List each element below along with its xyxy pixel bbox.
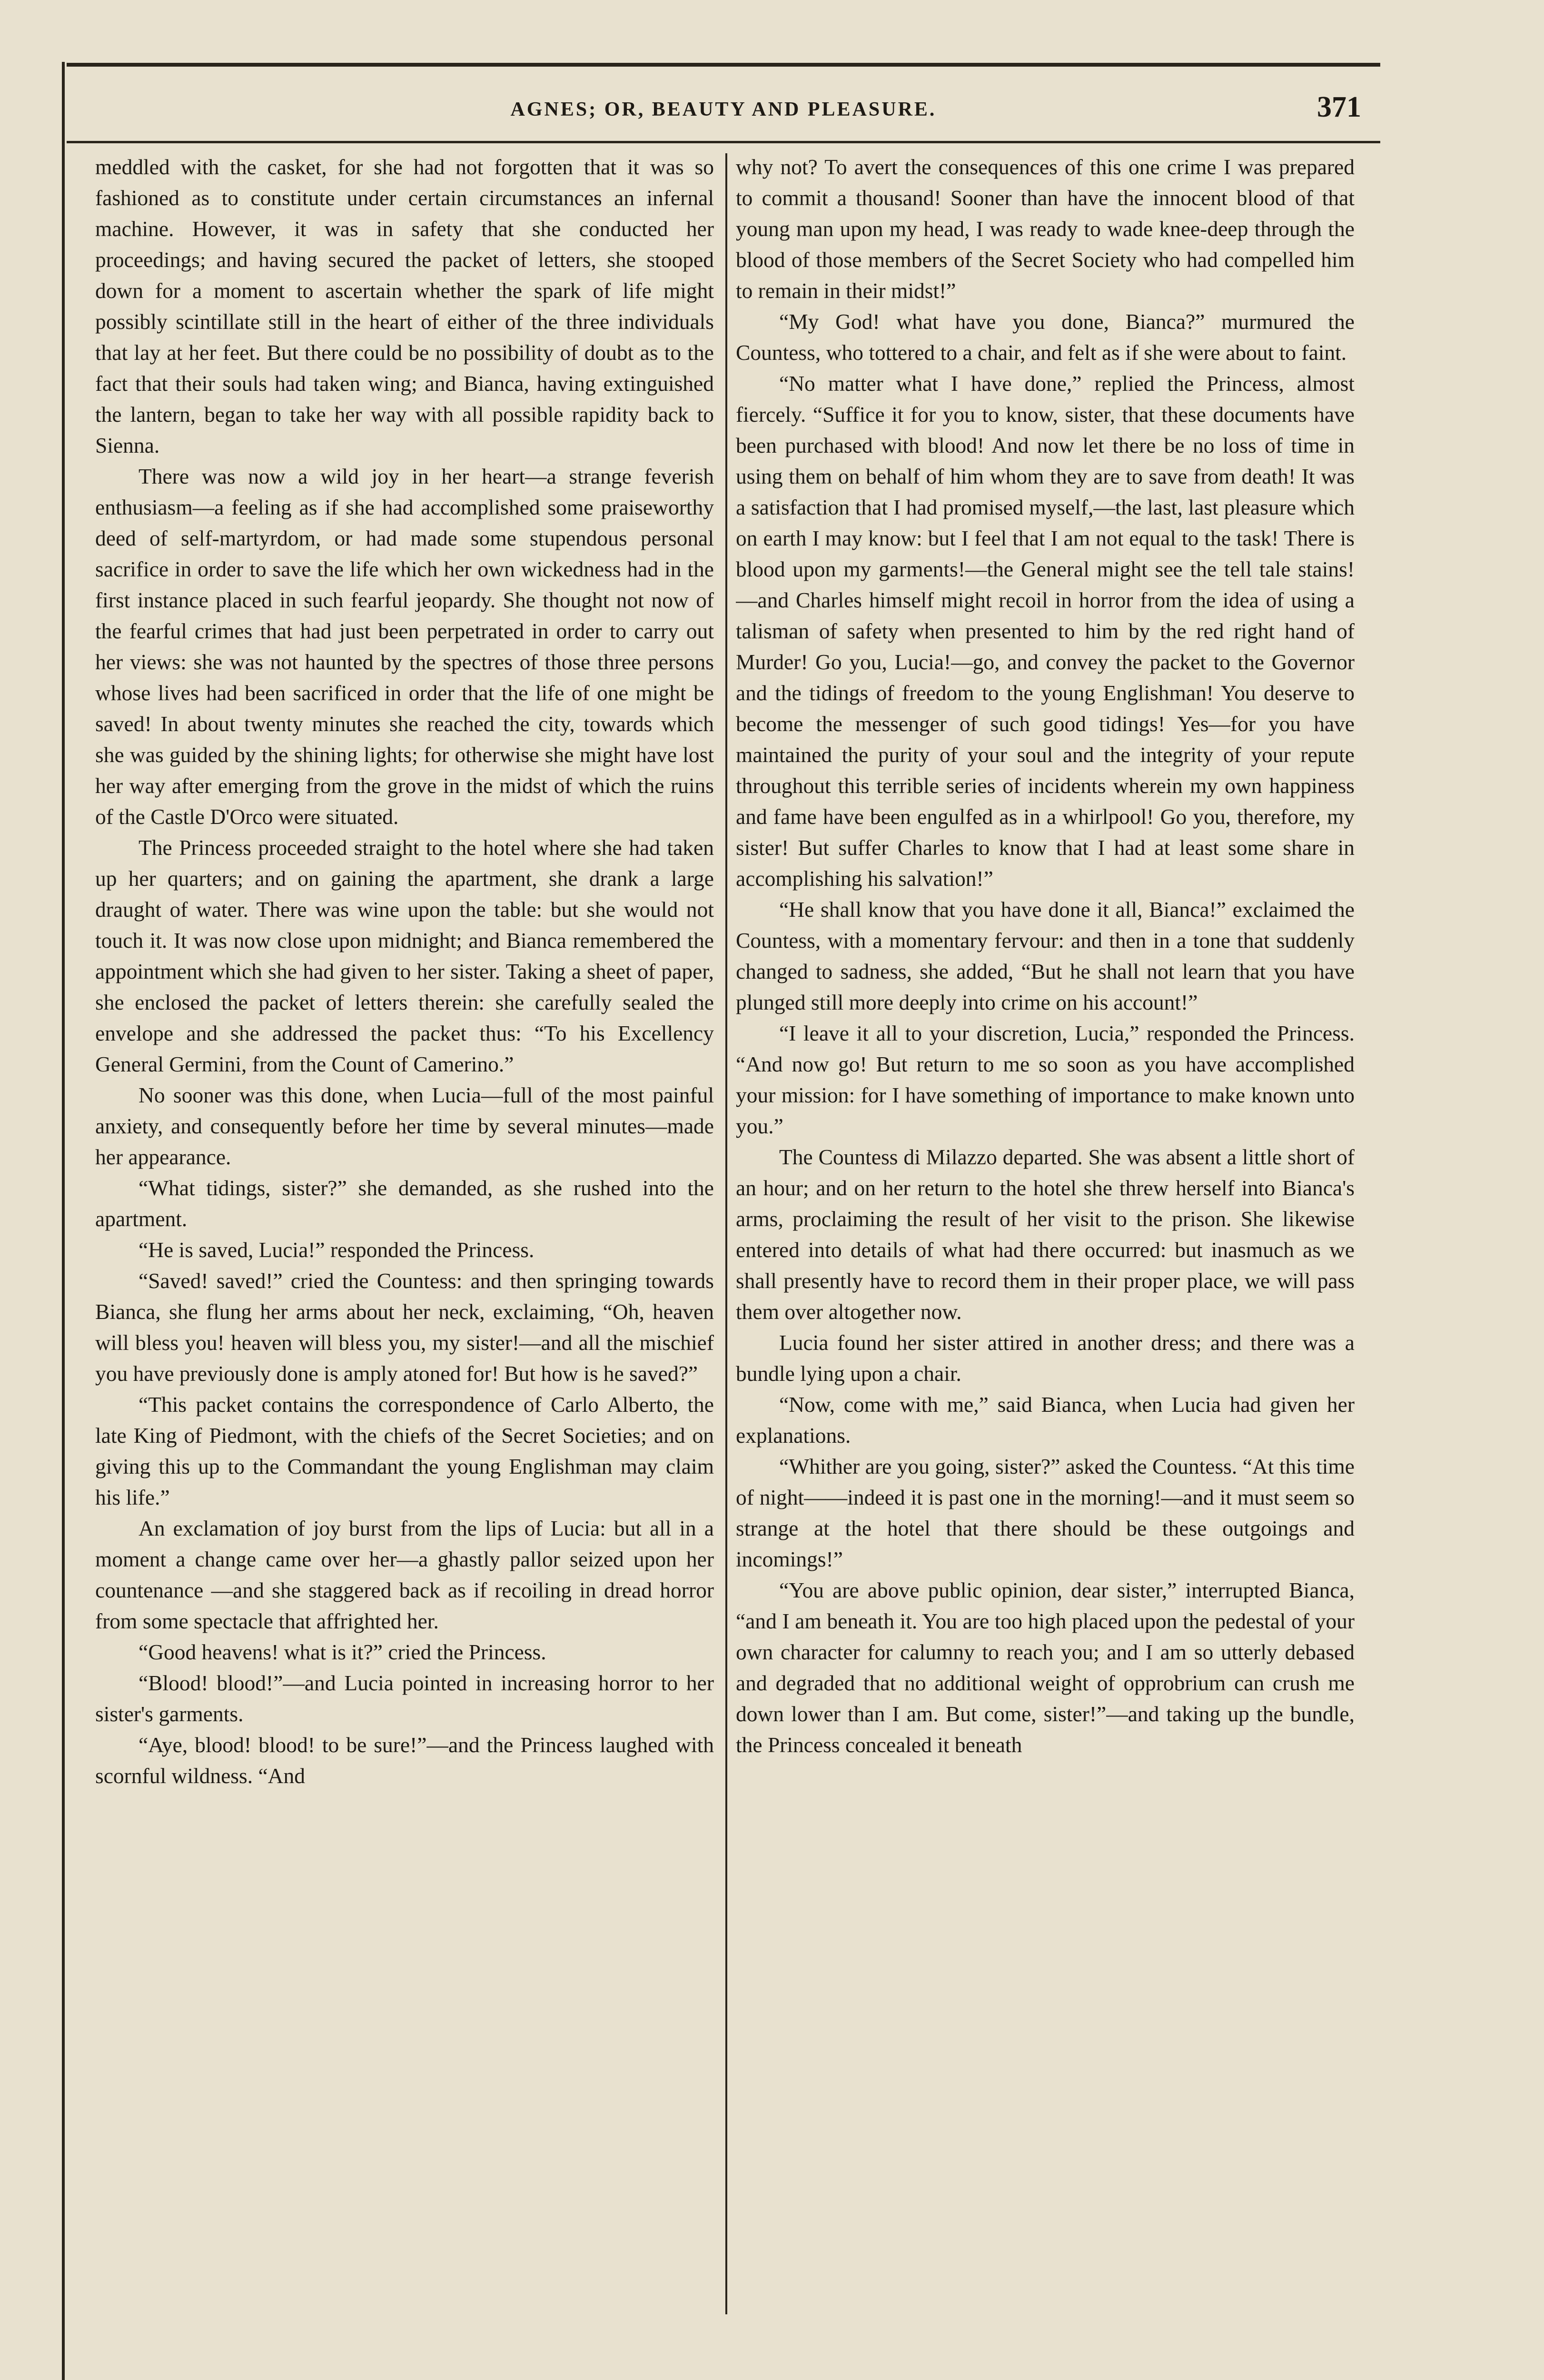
paragraph: “Whither are you going, sister?” asked the Countess. “At this time of night——indeed it is past one in the morning!—and it must seem so strange at the hotel that there should be these outgoings and incomings!”: [736, 1454, 1355, 1571]
paragraph: “Now, come with me,” said Bianca, when Lucia had given her explanations.: [736, 1392, 1355, 1448]
paragraph: “What tidings, sister?” she demanded, as she rushed into the apartment.: [95, 1176, 714, 1231]
paragraph: There was now a wild joy in her heart—a strange feverish enthusiasm—a feeling as if she had accomplished some praiseworthy deed of self-martyrdom, or had made some stupendous personal sacrifice in order to save the life which her own wickedness had in the first instance placed in such fearful jeopardy. She thought not now of the fearful crimes that had just been perpetrated in order to carry out her views: she was not haunted by the spectres of those three persons whose lives had been sacrificed in order that the life of one might be saved! In about twenty minutes she reached the city, towards which she was guided by the shining lights; for otherwise she might have lost her way after emerging from the grove in the midst of which the ruins of the Castle D'Orco were situated.: [95, 464, 714, 829]
paragraph: “Aye, blood! blood! to be sure!”—and the Princess laughed with scornful wildness. “And: [95, 1733, 714, 1788]
left-column: [95, 151, 714, 2322]
paragraph: The Countess di Milazzo departed. She was absent a little short of an hour; and on her return to the hotel she threw herself into Bianca's arms, proclaiming the result of her visit to the prison. She likewise entered into details of what had there occurred: but inasmuch as we shall presently have to record them in their proper place, we will pass them over altogether now.: [736, 1145, 1355, 1324]
paragraph: meddled with the casket, for she had not forgotten that it was so fashioned as to constitute under certain circumstances an infernal machine. However, it was in safety that she conducted her proceedings; and having secured the packet of letters, she stooped down for a moment to ascertain whether the spark of life might possibly scintillate still in the heart of either of the three individuals that lay at her feet. But there could be no possibility of doubt as to the fact that their souls had taken wing; and Bianca, having extinguished the lantern, began to take her way with all possible rapidity back to Sienna.: [95, 155, 714, 457]
header-rule: [67, 141, 1380, 143]
paragraph: No sooner was this done, when Lucia—full of the most painful anxiety, and consequently before her time by several minutes—made her appearance.: [95, 1083, 714, 1169]
paragraph: “You are above public opinion, dear sister,” interrupted Bianca, “and I am beneath it. You are too high placed upon the pedestal of your own character for calumny to reach you; and I am so utterly debased and degraded that no additional weight of opprobrium can crush me down lower than I am. But come, sister!”—and taking up the bundle, the Princess concealed it beneath: [736, 1578, 1355, 1757]
paragraph: “He shall know that you have done it all, Bianca!” exclaimed the Countess, with a momentary fervour: and then in a tone that suddenly changed to sadness, she added, “But he shall not learn that you have plunged still more deeply into crime on his account!”: [736, 897, 1355, 1014]
paragraph: An exclamation of joy burst from the lips of Lucia: but all in a moment a change came over her—a ghastly pallor seized upon her countenance —and she staggered back as if recoiling in dread horror from some spectacle that affrighted her.: [95, 1516, 714, 1633]
top-rule: [67, 63, 1380, 67]
paragraph: “Saved! saved!” cried the Countess: and then springing towards Bianca, she flung her arms about her neck, exclaiming, “Oh, heaven will bless you! heaven will bless you, my sister!—and all the mischief you have previously done is amply atoned for! But how is he saved?”: [95, 1269, 714, 1386]
page-number: 371: [1317, 91, 1361, 123]
paragraph: why not? To avert the consequences of this one crime I was prepared to commit a thousand! Sooner than have the innocent blood of that young man upon my head, I was ready to wade knee-deep through the blood of those members of the Secret Society who had compelled him to remain in their midst!”: [736, 155, 1355, 303]
paragraph: The Princess proceeded straight to the hotel where she had taken up her quarters; and on gaining the apartment, she drank a large draught of water. There was wine upon the table: but she would not touch it. It was now close upon midnight; and Bianca remembered the appointment which she had given to her sister. Taking a sheet of paper, she enclosed the packet of letters therein: she carefully sealed the envelope and she addressed the packet thus: “To his Excellency General Germini, from the Count of Camerino.”: [95, 835, 714, 1076]
paragraph: “No matter what I have done,” replied the Princess, almost fiercely. “Suffice it for you to know, sister, that these documents have been purchased with blood! And now let there be no loss of time in using them on behalf of him whom they are to save from death! It was a satisfaction that I had promised myself,—the last, last pleasure which on earth I may know: but I feel that I am not equal to the task! There is blood upon my garments!—the General might see the tell tale stains!—and Charles himself might recoil in horror from the idea of using a talisman of safety when presented to him by the red right hand of Murder! Go you, Lucia!—go, and convey the packet to the Governor and the tidings of freedom to the young Englishman! You deserve to become the messenger of such good tidings! Yes—for you have maintained the purity of your soul and the integrity of your repute throughout this terrible series of incidents wherein my own happiness and fame have been engulfed as in a whirlpool! Go you, therefore, my sister! But suffer Charles to know that I had at least some share in accomplishing his salvation!”: [736, 371, 1355, 891]
paragraph: “He is saved, Lucia!” responded the Princess.: [139, 1238, 534, 1262]
paragraph: “This packet contains the correspondence of Carlo Alberto, the late King of Piedmont, with the chiefs of the Secret Societies; and on giving this up to the Commandant the young Englishman may claim his life.”: [95, 1392, 714, 1509]
paragraph: “Blood! blood!”—and Lucia pointed in increasing horror to her sister's garments.: [95, 1671, 714, 1726]
paragraph: “I leave it all to your discretion, Lucia,” responded the Princess. “And now go! But return to me so soon as you have accomplished your mission: for I have something of importance to make known unto you.”: [736, 1021, 1355, 1138]
paragraph: Lucia found her sister attired in another dress; and there was a bundle lying upon a chair.: [736, 1330, 1355, 1386]
paragraph: “My God! what have you done, Bianca?” murmured the Countess, who tottered to a chair, and felt as if she were about to faint.: [736, 309, 1355, 365]
column-divider: [725, 153, 727, 2314]
right-column: [736, 151, 1355, 2322]
paragraph: “Good heavens! what is it?” cried the Princess.: [139, 1640, 546, 1664]
page-header: [67, 90, 1380, 143]
running-head: AGNES; OR, BEAUTY AND PLEASURE.: [510, 99, 937, 120]
